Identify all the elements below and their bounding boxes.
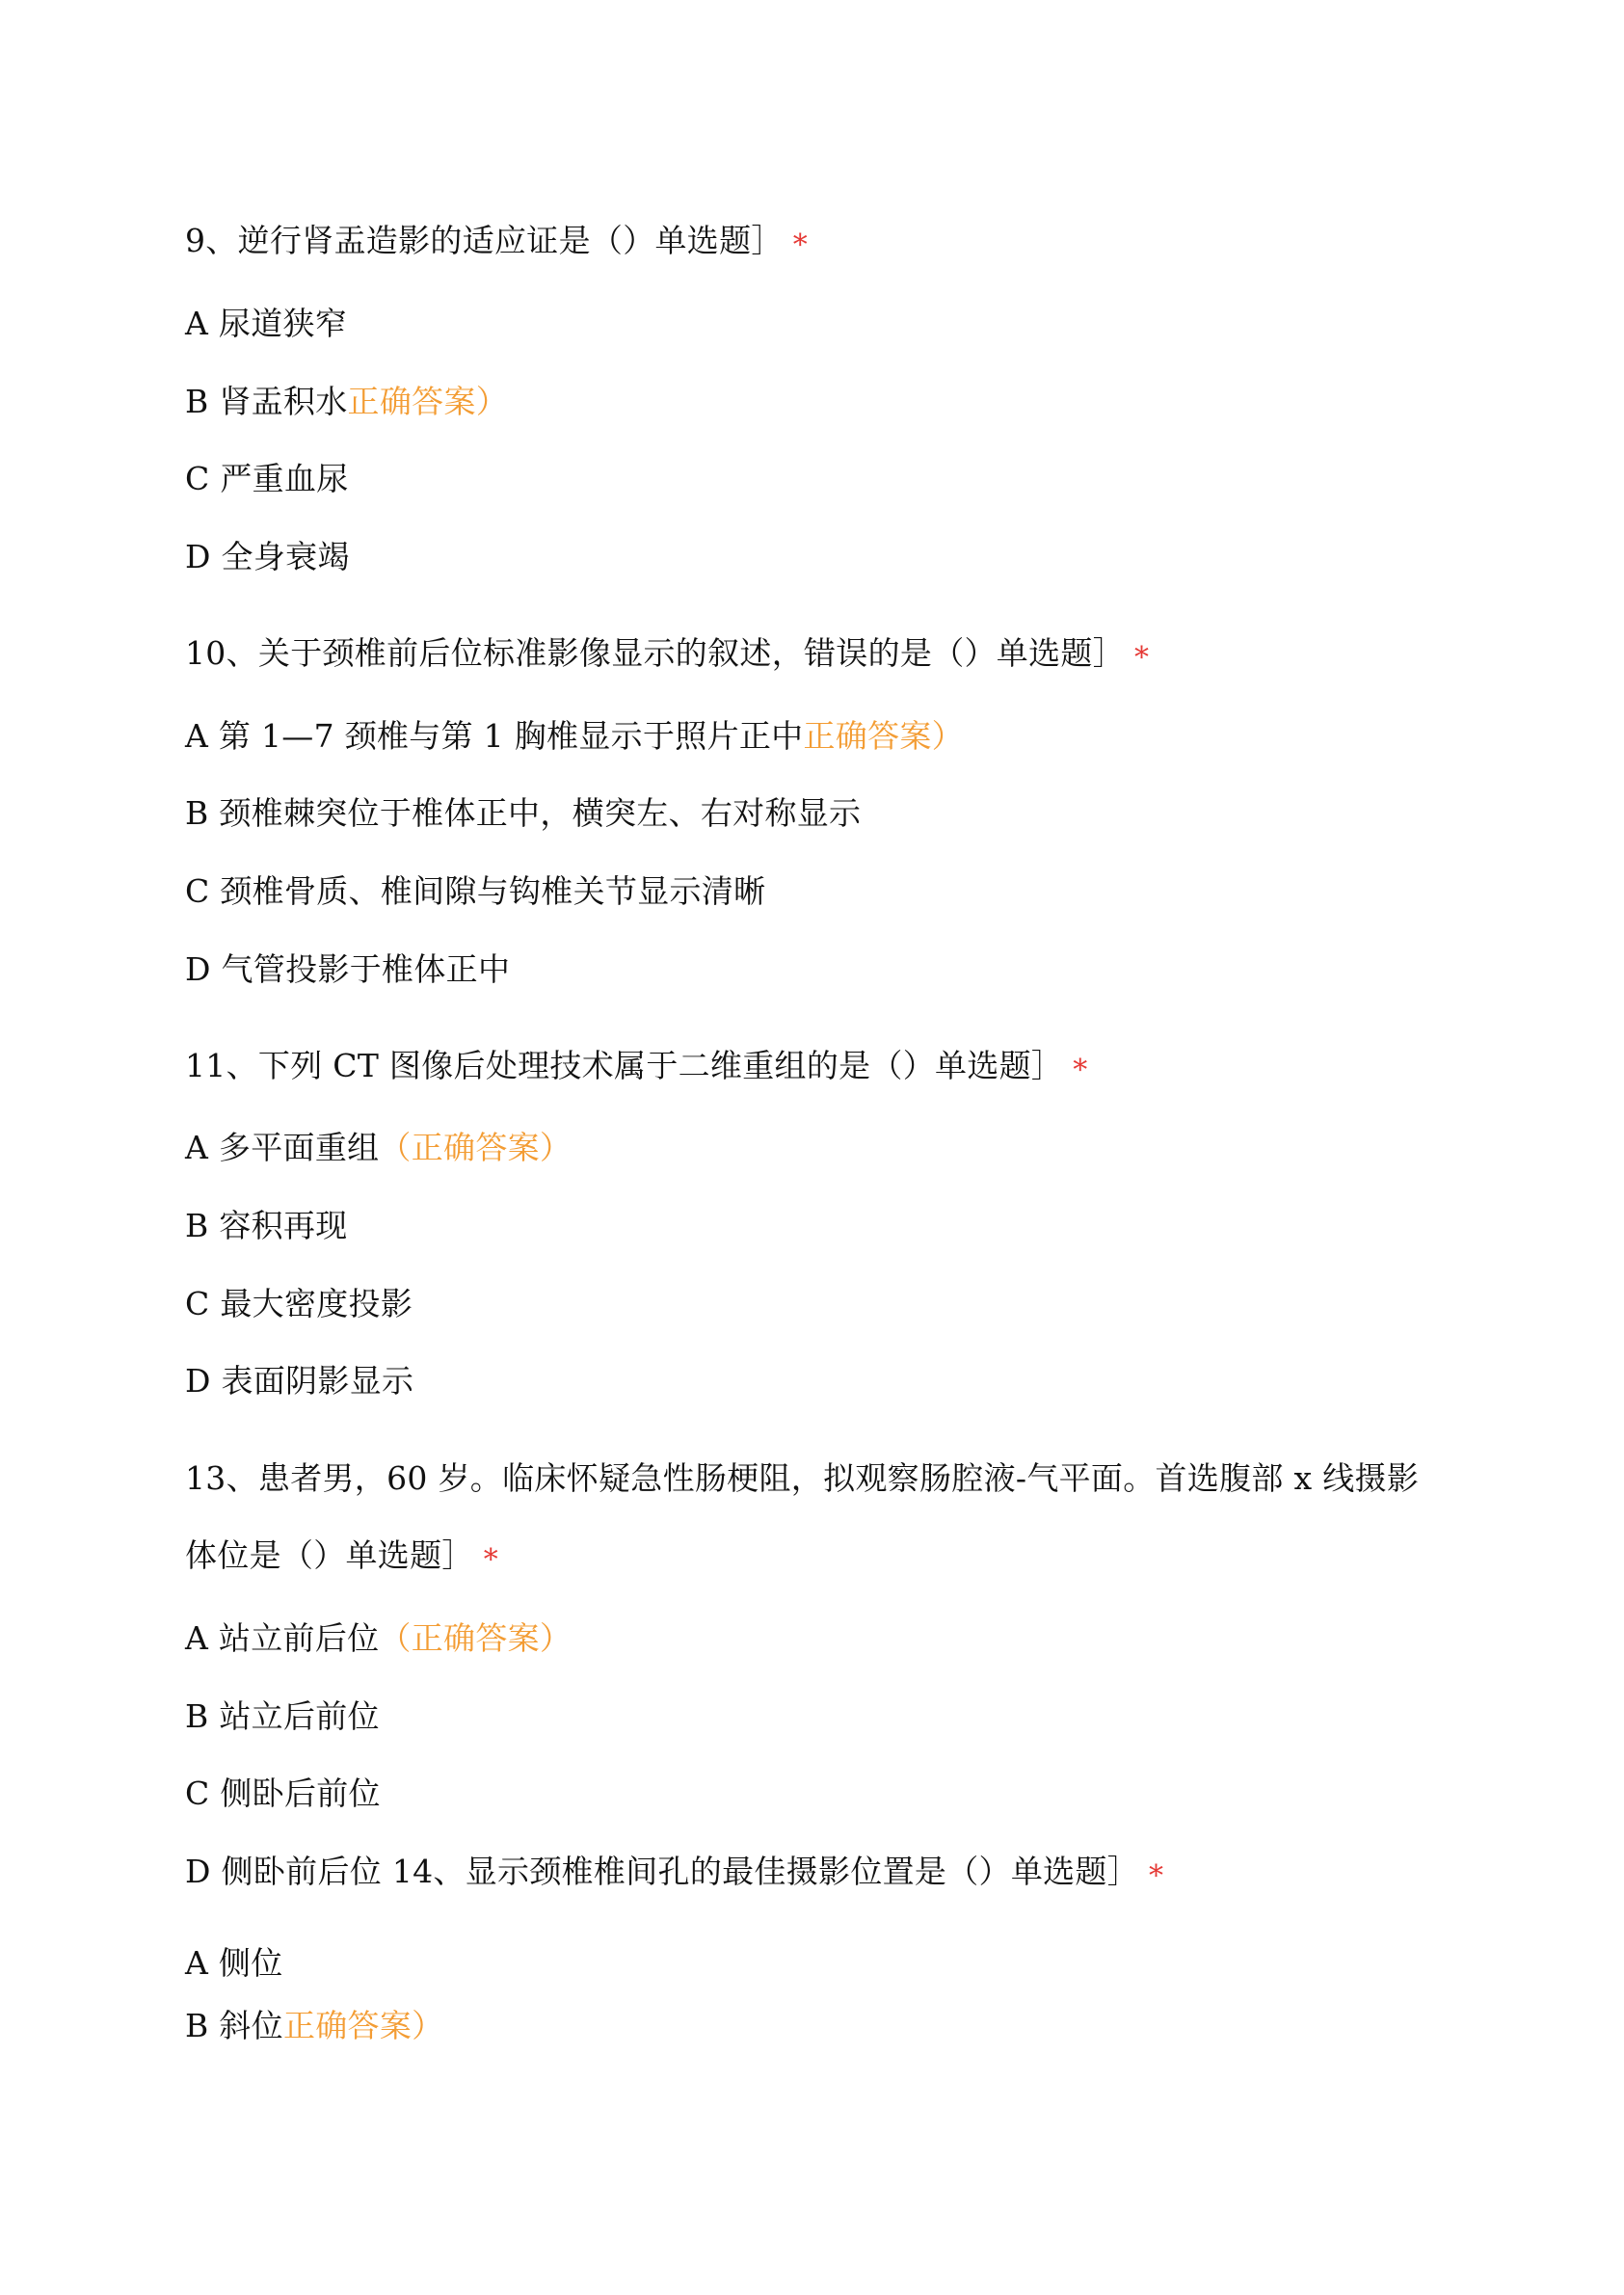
question-10-option-c: C 颈椎骨质、椎间隙与钩椎关节显示清晰 (185, 872, 766, 910)
question-10-stem: 10、关于颈椎前后位标准影像显示的叙述，错误的是（）单选题］ * (185, 634, 1150, 675)
question-11-stem: 11、下列 CT 图像后处理技术属于二维重组的是（）单选题］ * (185, 1047, 1088, 1087)
question-13-option-a: A 站立前后位（正确答案） (185, 1619, 572, 1657)
question-11-option-c: C 最大密度投影 (185, 1285, 413, 1322)
question-14-option-b: B 斜位正确答案） (185, 2007, 444, 2044)
correct-answer-label: 正确答案） (803, 717, 964, 755)
question-14-option-a: A 侧位 (185, 1944, 283, 1982)
question-13-option-b: B 站立后前位 (185, 1697, 380, 1735)
correct-answer-label: 正确答案） (347, 383, 509, 420)
required-mark: * (792, 228, 809, 262)
required-mark: * (483, 1543, 499, 1577)
required-mark: * (1073, 1054, 1088, 1087)
question-13-stem-line-2: 体位是（）单选题］ * (185, 1536, 499, 1577)
question-9-option-d: D 全身衰竭 (185, 538, 350, 575)
question-10-option-a: A 第 1—7 颈椎与第 1 胸椎显示于照片正中正确答案） (185, 717, 964, 755)
required-mark: * (1149, 1859, 1164, 1893)
correct-answer-label: 正确答案） (282, 2007, 444, 2044)
question-9-stem: 9、逆行肾盂造影的适应证是（）单选题］ * (185, 222, 809, 262)
question-13-stem-line-1: 13、患者男，60 岁。临床怀疑急性肠梗阻，拟观察肠腔液-气平面。首选腹部 x 线摄影 (185, 1459, 1420, 1497)
question-9-option-c: C 严重血尿 (185, 460, 349, 497)
correct-answer-label: （正确答案） (379, 1619, 572, 1657)
question-11-option-a: A 多平面重组（正确答案） (185, 1129, 572, 1166)
question-9-option-a: A 尿道狭窄 (185, 305, 348, 342)
question-13-option-d-question-14-stem: D 侧卧前后位 14、显示颈椎椎间孔的最佳摄影位置是（）单选题］ * (185, 1853, 1164, 1893)
correct-answer-label: （正确答案） (379, 1129, 572, 1166)
question-10-option-d: D 气管投影于椎体正中 (185, 950, 511, 988)
required-mark: * (1134, 641, 1150, 675)
question-10-option-b: B 颈椎棘突位于椎体正中，横突左、右对称显示 (185, 794, 862, 832)
question-13-option-c: C 侧卧后前位 (185, 1775, 381, 1812)
question-11-option-d: D 表面阴影显示 (185, 1362, 414, 1400)
question-9-option-b: B 肾盂积水正确答案） (185, 383, 509, 420)
question-11-option-b: B 容积再现 (185, 1207, 348, 1244)
